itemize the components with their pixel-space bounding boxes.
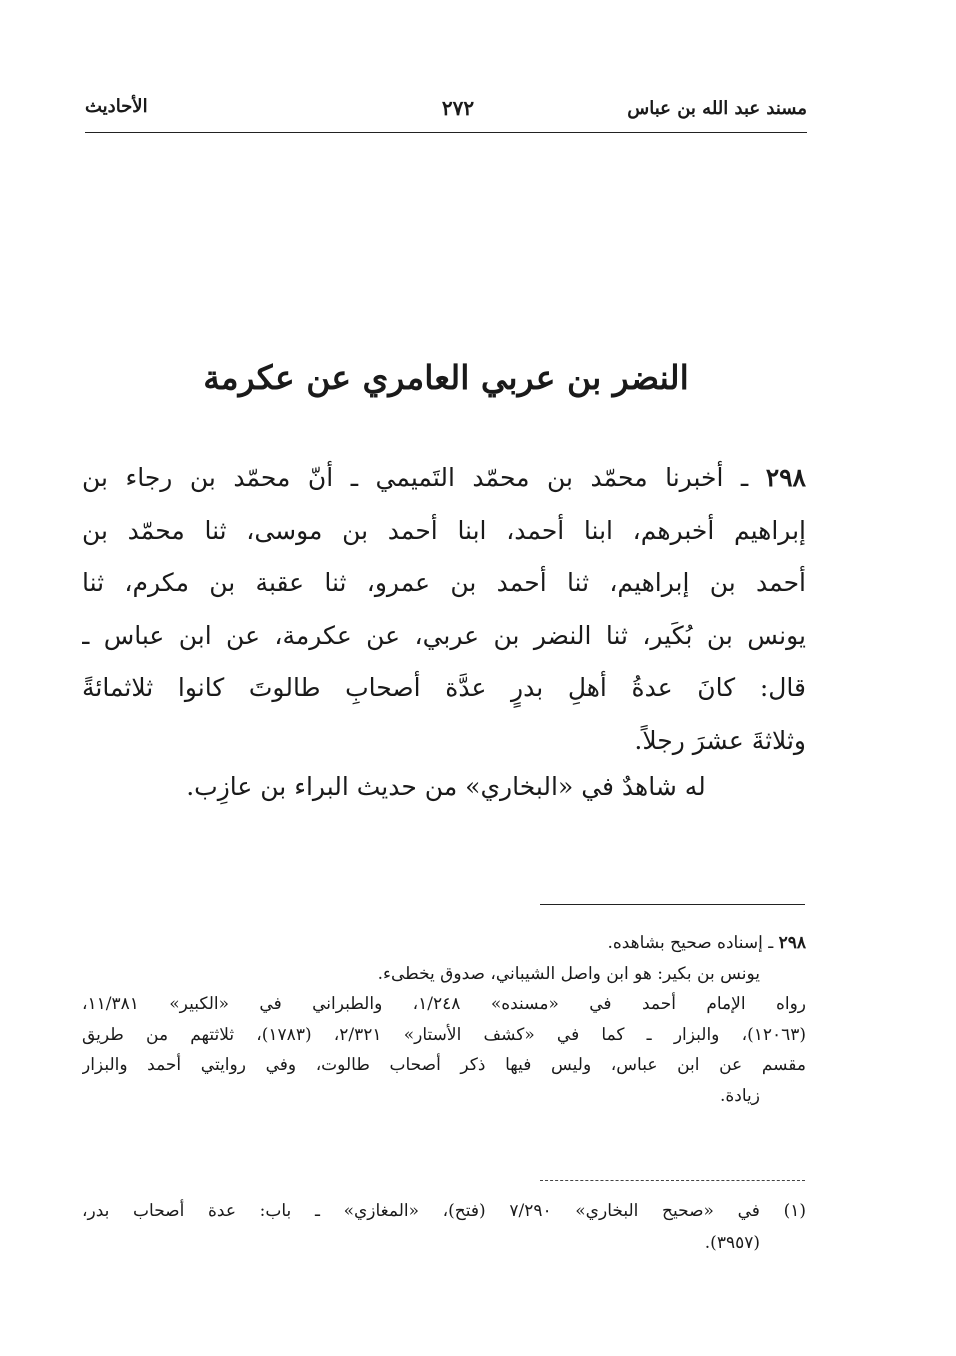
page-header — [85, 96, 807, 130]
header-divider — [85, 132, 807, 133]
shahid-note: له شاهدٌ في «البخاري» من حديث البراء بن عازِب. — [186, 772, 706, 801]
hadith-line: أحمد بن إبراهيم، ثنا أحمد بن عمرو، ثنا عقبة بن مكرم، ثنا — [82, 568, 806, 597]
hadith-line: يونس بن بُكَير، ثنا النضر بن عربي، عن عكرمة، عن ابن عباس ـ — [82, 620, 806, 650]
note-line: (١٢٠٦٣)، والبزار ـ كما في «كشف الأستار» ٢/٣٢١، (١٧٨٣)، ثلاثتهم من طريق — [82, 1024, 806, 1045]
note-line: زيادة. — [719, 1085, 760, 1106]
note-line: رواه الإمام أحمد في «مسنده» ١/٢٤٨، والطبراني في «الكبير» ١١/٣٨١، — [82, 994, 806, 1014]
hadith-number: ٢٩٨ — [765, 463, 806, 492]
footnote-reference — [82, 1195, 806, 1259]
takhrij-notes — [82, 928, 806, 1111]
note-line: ٢٩٨ ـ إسناده صحيح بشاهده. — [607, 933, 806, 953]
hadith-text — [82, 452, 806, 767]
running-head-section: الأحاديث — [85, 96, 148, 117]
hadith-line: إبراهيم أخبرهم، ابنا أحمد، ابنا أحمد بن موسى، ثنا محمّد بن — [82, 515, 806, 545]
page-number: ٢٧٢ — [441, 96, 475, 120]
note-number: ٢٩٨ — [778, 933, 806, 953]
footnote-divider — [540, 904, 805, 905]
chapter-title: النضر بن عربي العامري عن عكرمة — [203, 358, 689, 397]
hadith-line: وثلاثةَ عشرَ رجلاً. — [634, 725, 806, 755]
note-line: يونس بن بكير: هو ابن واصل الشيباني، صدوق يخطىء. — [377, 963, 760, 984]
footnote-line: (٣٩٥٧). — [704, 1233, 760, 1253]
running-head-book-title: مسند عبد الله بن عباس — [627, 98, 807, 119]
hadith-line: ٢٩٨ ـ أخبرنا محمّد بن محمّد التَميمي ـ أنّ محمّد بن رجاء بن — [82, 463, 806, 492]
hadith-line: قال: كانَ عدةُ أهلِ بدرٍ عدَّة أصحابِ طالوتَ كانوا ثلاثمائةً — [82, 673, 806, 702]
footnote-line: (١) في «صحيح البخاري» ٧/٢٩٠ (فتح)، «المغازي» ـ باب: عدة أصحاب بدر، — [82, 1201, 806, 1221]
note-line: مقسم عن ابن عباس، وليس فيها ذكر أصحاب طالوت، وفي روايتي أحمد والبزار — [82, 1055, 806, 1075]
footnote-dashed-divider — [540, 1180, 805, 1181]
